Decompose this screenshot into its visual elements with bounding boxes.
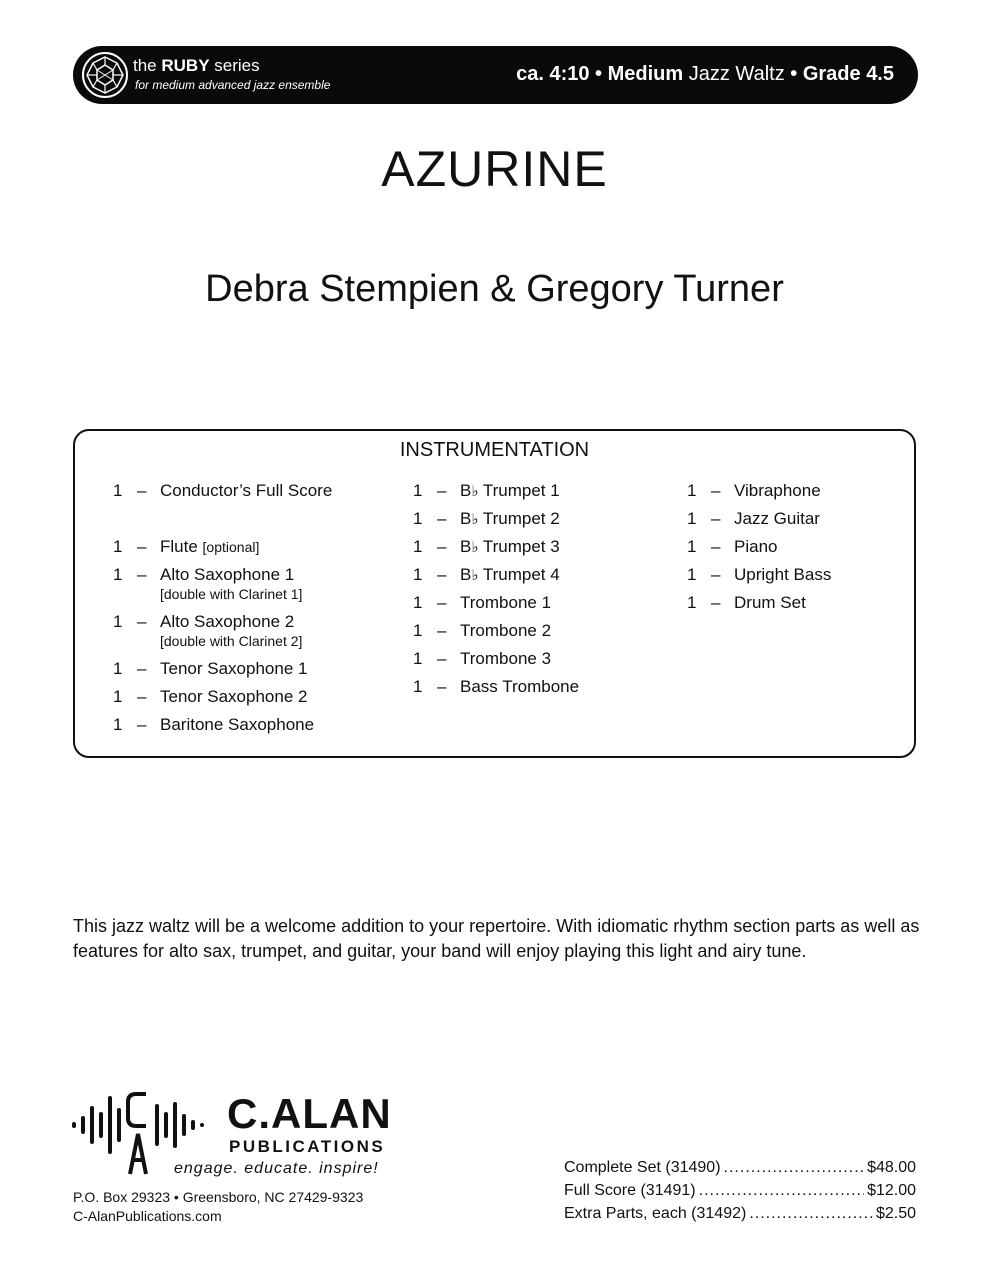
- instrument-name: Vibraphone: [734, 481, 821, 500]
- series-prefix: the: [133, 56, 157, 75]
- instrument-name: Upright Bass: [734, 565, 832, 584]
- instrument-quantity: 1: [413, 621, 423, 640]
- style: Jazz Waltz: [688, 63, 785, 85]
- price-label: Extra Parts, each (31492): [564, 1205, 747, 1222]
- duration: ca. 4:10: [516, 63, 590, 85]
- publisher-tagline: engage. educate. inspire!: [174, 1160, 379, 1177]
- dash: –: [711, 593, 721, 612]
- key-letter: B: [460, 565, 472, 584]
- key-letter: B: [460, 481, 472, 500]
- dash: –: [137, 612, 147, 631]
- instrument-name: Bass Trombone: [460, 677, 580, 696]
- instrument-option: [optional]: [202, 539, 260, 555]
- instrument-name-text: Trumpet 3: [482, 537, 560, 556]
- instrument-name: [460, 507, 560, 531]
- piece-info: [516, 61, 894, 87]
- dash: –: [437, 565, 447, 584]
- dash: –: [137, 715, 147, 734]
- instrument-name-text: Flute: [160, 537, 198, 556]
- key-letter: B: [460, 537, 472, 556]
- dash: –: [711, 481, 721, 500]
- bullet: •: [595, 63, 603, 85]
- publisher-subname: PUBLICATIONS: [229, 1137, 386, 1156]
- tempo: Medium: [607, 63, 684, 85]
- instrument-quantity: 1: [687, 481, 697, 500]
- instrument-name-text: Trumpet 1: [482, 481, 560, 500]
- price-label: Complete Set (31490): [564, 1159, 721, 1176]
- instrument-quantity: 1: [113, 481, 123, 500]
- instrument-name: Drum Set: [734, 593, 806, 612]
- flat-sign: ♭: [471, 482, 479, 500]
- publisher-website: C-AlanPublications.com: [73, 1208, 222, 1224]
- dash: –: [437, 593, 447, 612]
- publisher-name: C.ALAN: [227, 1090, 392, 1137]
- price-value: $12.00: [867, 1182, 916, 1199]
- instrument-note: [double with Clarinet 1]: [160, 586, 303, 602]
- flat-sign: ♭: [471, 566, 479, 584]
- dash: –: [137, 565, 147, 584]
- series-header-bar: [73, 46, 918, 104]
- instrument-quantity: 1: [113, 612, 123, 631]
- dash: –: [711, 537, 721, 556]
- instrument-quantity: 1: [413, 565, 423, 584]
- leader-dots: [724, 1156, 865, 1179]
- dash: –: [711, 565, 721, 584]
- instrument-quantity: 1: [413, 593, 423, 612]
- series-subtitle: for medium advanced jazz ensemble: [135, 78, 331, 92]
- instrument-quantity: 1: [687, 565, 697, 584]
- dash: –: [137, 537, 147, 556]
- instrument-name: [460, 563, 560, 587]
- instrument-name: Trombone 2: [460, 621, 552, 640]
- instrument-name: Tenor Saxophone 1: [160, 659, 308, 678]
- instrument-quantity: 1: [413, 509, 423, 528]
- price-row: [564, 1156, 916, 1179]
- instrument-name: Conductor’s Full Score: [160, 481, 333, 500]
- instrument-name-text: Trumpet 2: [482, 509, 560, 528]
- piece-description: This jazz waltz will be a welcome addition to your repertoire. With idiomatic rhythm section parts as well as features for alto sax, trumpet, and guitar, your band will enjoy playing this light and airy tune.: [73, 916, 920, 961]
- price-label: Full Score (31491): [564, 1182, 696, 1199]
- instrument-name: [160, 535, 259, 559]
- leader-dots: [699, 1179, 864, 1202]
- instrument-quantity: 1: [113, 537, 123, 556]
- instrument-quantity: 1: [413, 481, 423, 500]
- dash: –: [137, 481, 147, 500]
- composers: Debra Stempien & Gregory Turner: [205, 268, 784, 310]
- instrument-quantity: 1: [687, 593, 697, 612]
- key-letter: B: [460, 509, 472, 528]
- price-value: $2.50: [875, 1205, 916, 1222]
- instrument-quantity: 1: [113, 659, 123, 678]
- dash: –: [437, 677, 447, 696]
- gem-icon: [81, 51, 129, 99]
- price-value: $48.00: [867, 1159, 916, 1176]
- dash: –: [137, 659, 147, 678]
- instrument-name: Alto Saxophone 1: [160, 565, 295, 584]
- series-name: [133, 56, 260, 76]
- dash: –: [437, 481, 447, 500]
- instrument-name: Trombone 1: [460, 593, 552, 612]
- price-row: [564, 1179, 916, 1202]
- instrument-name: Piano: [734, 537, 778, 556]
- dash: –: [137, 687, 147, 706]
- instrument-quantity: 1: [113, 687, 123, 706]
- flat-sign: ♭: [471, 538, 479, 556]
- instrumentation-heading: INSTRUMENTATION: [399, 439, 590, 461]
- publisher-address: P.O. Box 29323 • Greensboro, NC 27429-9323: [73, 1189, 364, 1205]
- instrument-note: [double with Clarinet 2]: [160, 633, 303, 649]
- flat-sign: ♭: [471, 510, 479, 528]
- instrument-quantity: 1: [687, 537, 697, 556]
- instrument-quantity: 1: [413, 537, 423, 556]
- series-suffix: series: [214, 56, 260, 75]
- dash: –: [437, 509, 447, 528]
- dash: –: [711, 509, 721, 528]
- grade: Grade 4.5: [802, 63, 894, 85]
- dash: –: [437, 649, 447, 668]
- instrument-name: Jazz Guitar: [734, 509, 820, 528]
- dash: –: [437, 537, 447, 556]
- instrumentation-box: [73, 429, 916, 758]
- instrument-quantity: 1: [113, 565, 123, 584]
- instrument-quantity: 1: [687, 509, 697, 528]
- piece-title: AZURINE: [381, 141, 608, 197]
- instrument-name: Trombone 3: [460, 649, 552, 668]
- dash: –: [437, 621, 447, 640]
- instrument-quantity: 1: [413, 677, 423, 696]
- instrument-name-text: Trumpet 4: [482, 565, 560, 584]
- instrument-name: [460, 535, 560, 559]
- instrument-quantity: 1: [113, 715, 123, 734]
- series-name-bold: RUBY: [161, 56, 210, 75]
- instrument-quantity: 1: [413, 649, 423, 668]
- publisher-contact: [73, 1188, 363, 1226]
- price-list: [564, 1156, 916, 1225]
- instrument-name: Alto Saxophone 2: [160, 612, 295, 631]
- leader-dots: [749, 1202, 873, 1225]
- instrument-name: [460, 479, 560, 503]
- price-row: [564, 1202, 916, 1225]
- instrument-name: Baritone Saxophone: [160, 715, 315, 734]
- instrument-name: Tenor Saxophone 2: [160, 687, 308, 706]
- bullet: •: [790, 63, 798, 85]
